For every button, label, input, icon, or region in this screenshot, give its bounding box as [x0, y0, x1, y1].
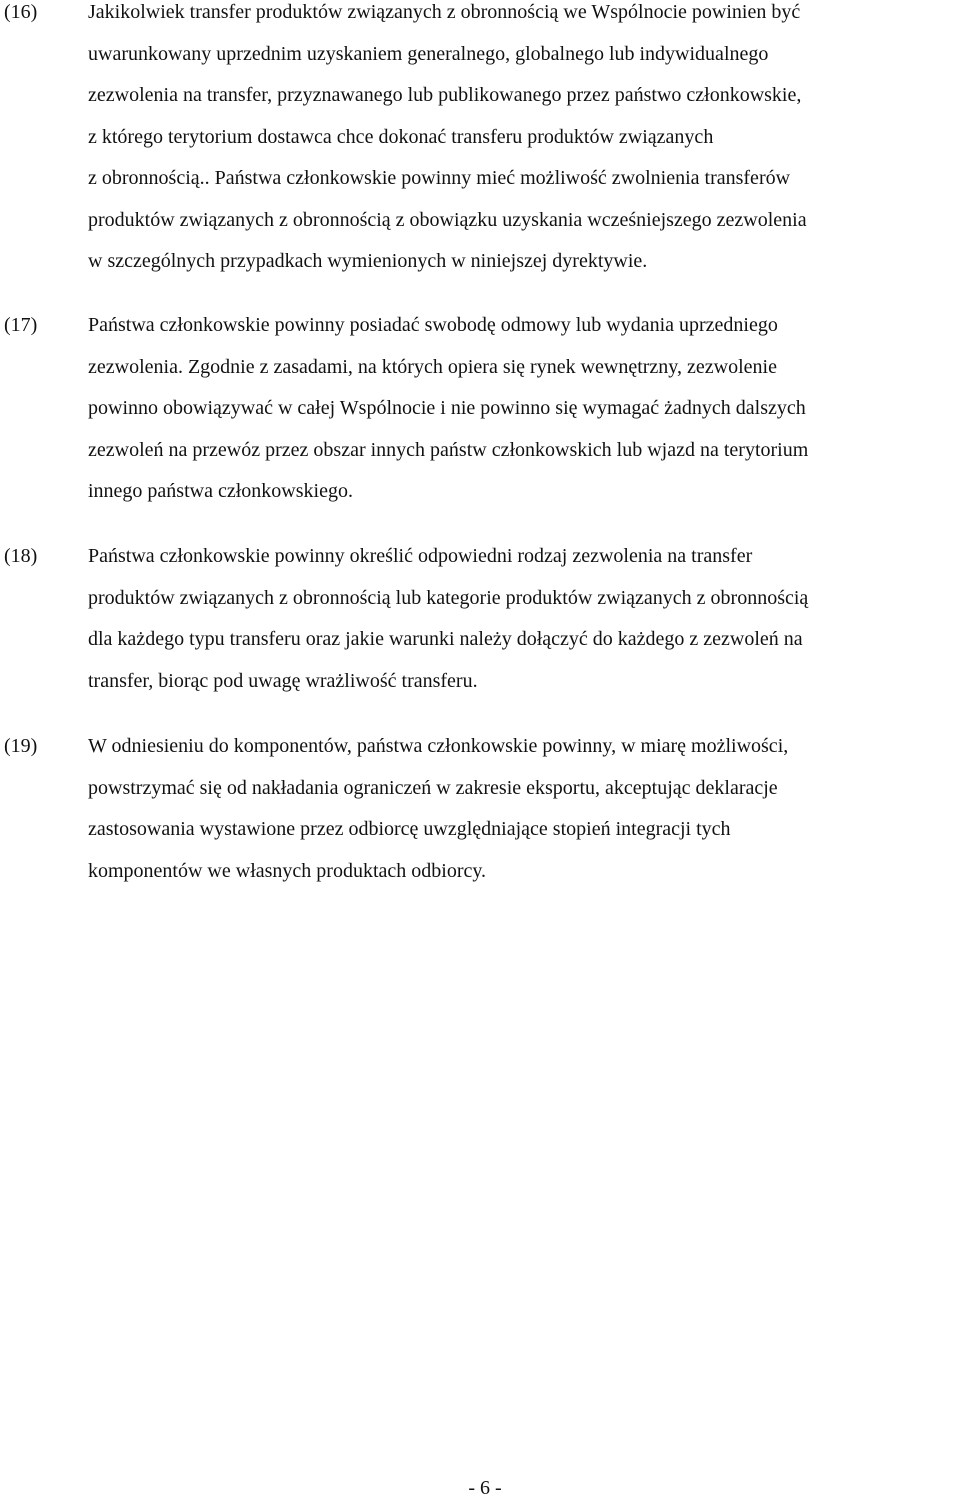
text-line: innego państwa członkowskiego. [88, 480, 353, 502]
text-line: zezwoleń na przewóz przez obszar innych państw członkowskich lub wjazd na terytorium [88, 438, 809, 461]
text-line: Państwa członkowskie powinny określić odpowiedni rodzaj zezwolenia na transfer [88, 545, 753, 567]
text-line: zastosowania wystawione przez odbiorcę uwzględniające stopień integracji tych [88, 818, 731, 840]
text-line: powstrzymać się od nakładania ograniczeń w zakresie eksportu, akceptując deklaracje [88, 776, 778, 799]
text-line: z którego terytorium dostawca chce dokonać transferu produktów związanych [88, 125, 714, 148]
text-line: powinno obowiązywać w całej Wspólnocie i nie powinno się wymagać żadnych dalszych [88, 397, 806, 419]
text-line: W odniesieniu do komponentów, państwa członkowskie powinny, w miarę możliwości, [88, 735, 789, 757]
text-line: zezwolenia. Zgodnie z zasadami, na których opiera się rynek wewnętrzny, zezwolenie [88, 355, 777, 378]
recital-number: (19) [4, 735, 38, 757]
text-line: zezwolenia na transfer, przyznawanego lub publikowanego przez państwo członkowskie, [88, 84, 802, 106]
recital-number: (16) [4, 1, 38, 23]
recital-text [88, 305, 954, 513]
text-line: dla każdego typu transferu oraz jakie warunki należy dołączyć do każdego z zezwoleń na [88, 628, 803, 650]
text-line: komponentów we własnych produktach odbiorcy. [88, 859, 487, 882]
recital-text [88, 536, 954, 702]
text-line: produktów związanych z obronnością lub kategorie produktów związanych z obronnością [88, 586, 809, 609]
text-line: w szczególnych przypadkach wymienionych w niniejszej dyrektywie. [88, 250, 648, 272]
text-line: Jakikolwiek transfer produktów związanych z obronnością we Wspólnocie powinien być [88, 1, 801, 23]
text-line: uwarunkowany uprzednim uzyskaniem generalnego, globalnego lub indywidualnego [88, 42, 769, 65]
recital-text [88, 726, 954, 892]
text-line: z obronnością.. Państwa członkowskie powinny mieć możliwość zwolnienia transferów [88, 167, 791, 189]
text-line: transfer, biorąc pod uwagę wrażliwość transferu. [88, 669, 478, 692]
recital-number: (18) [4, 545, 38, 567]
page-number: - 6 - [468, 1477, 502, 1499]
text-line: produktów związanych z obronnością z obowiązku uzyskania wcześniejszego zezwolenia [88, 208, 807, 231]
recital-text [88, 0, 954, 283]
text-line: Państwa członkowskie powinny posiadać swobodę odmowy lub wydania uprzedniego [88, 314, 778, 336]
recital-number: (17) [4, 314, 38, 336]
